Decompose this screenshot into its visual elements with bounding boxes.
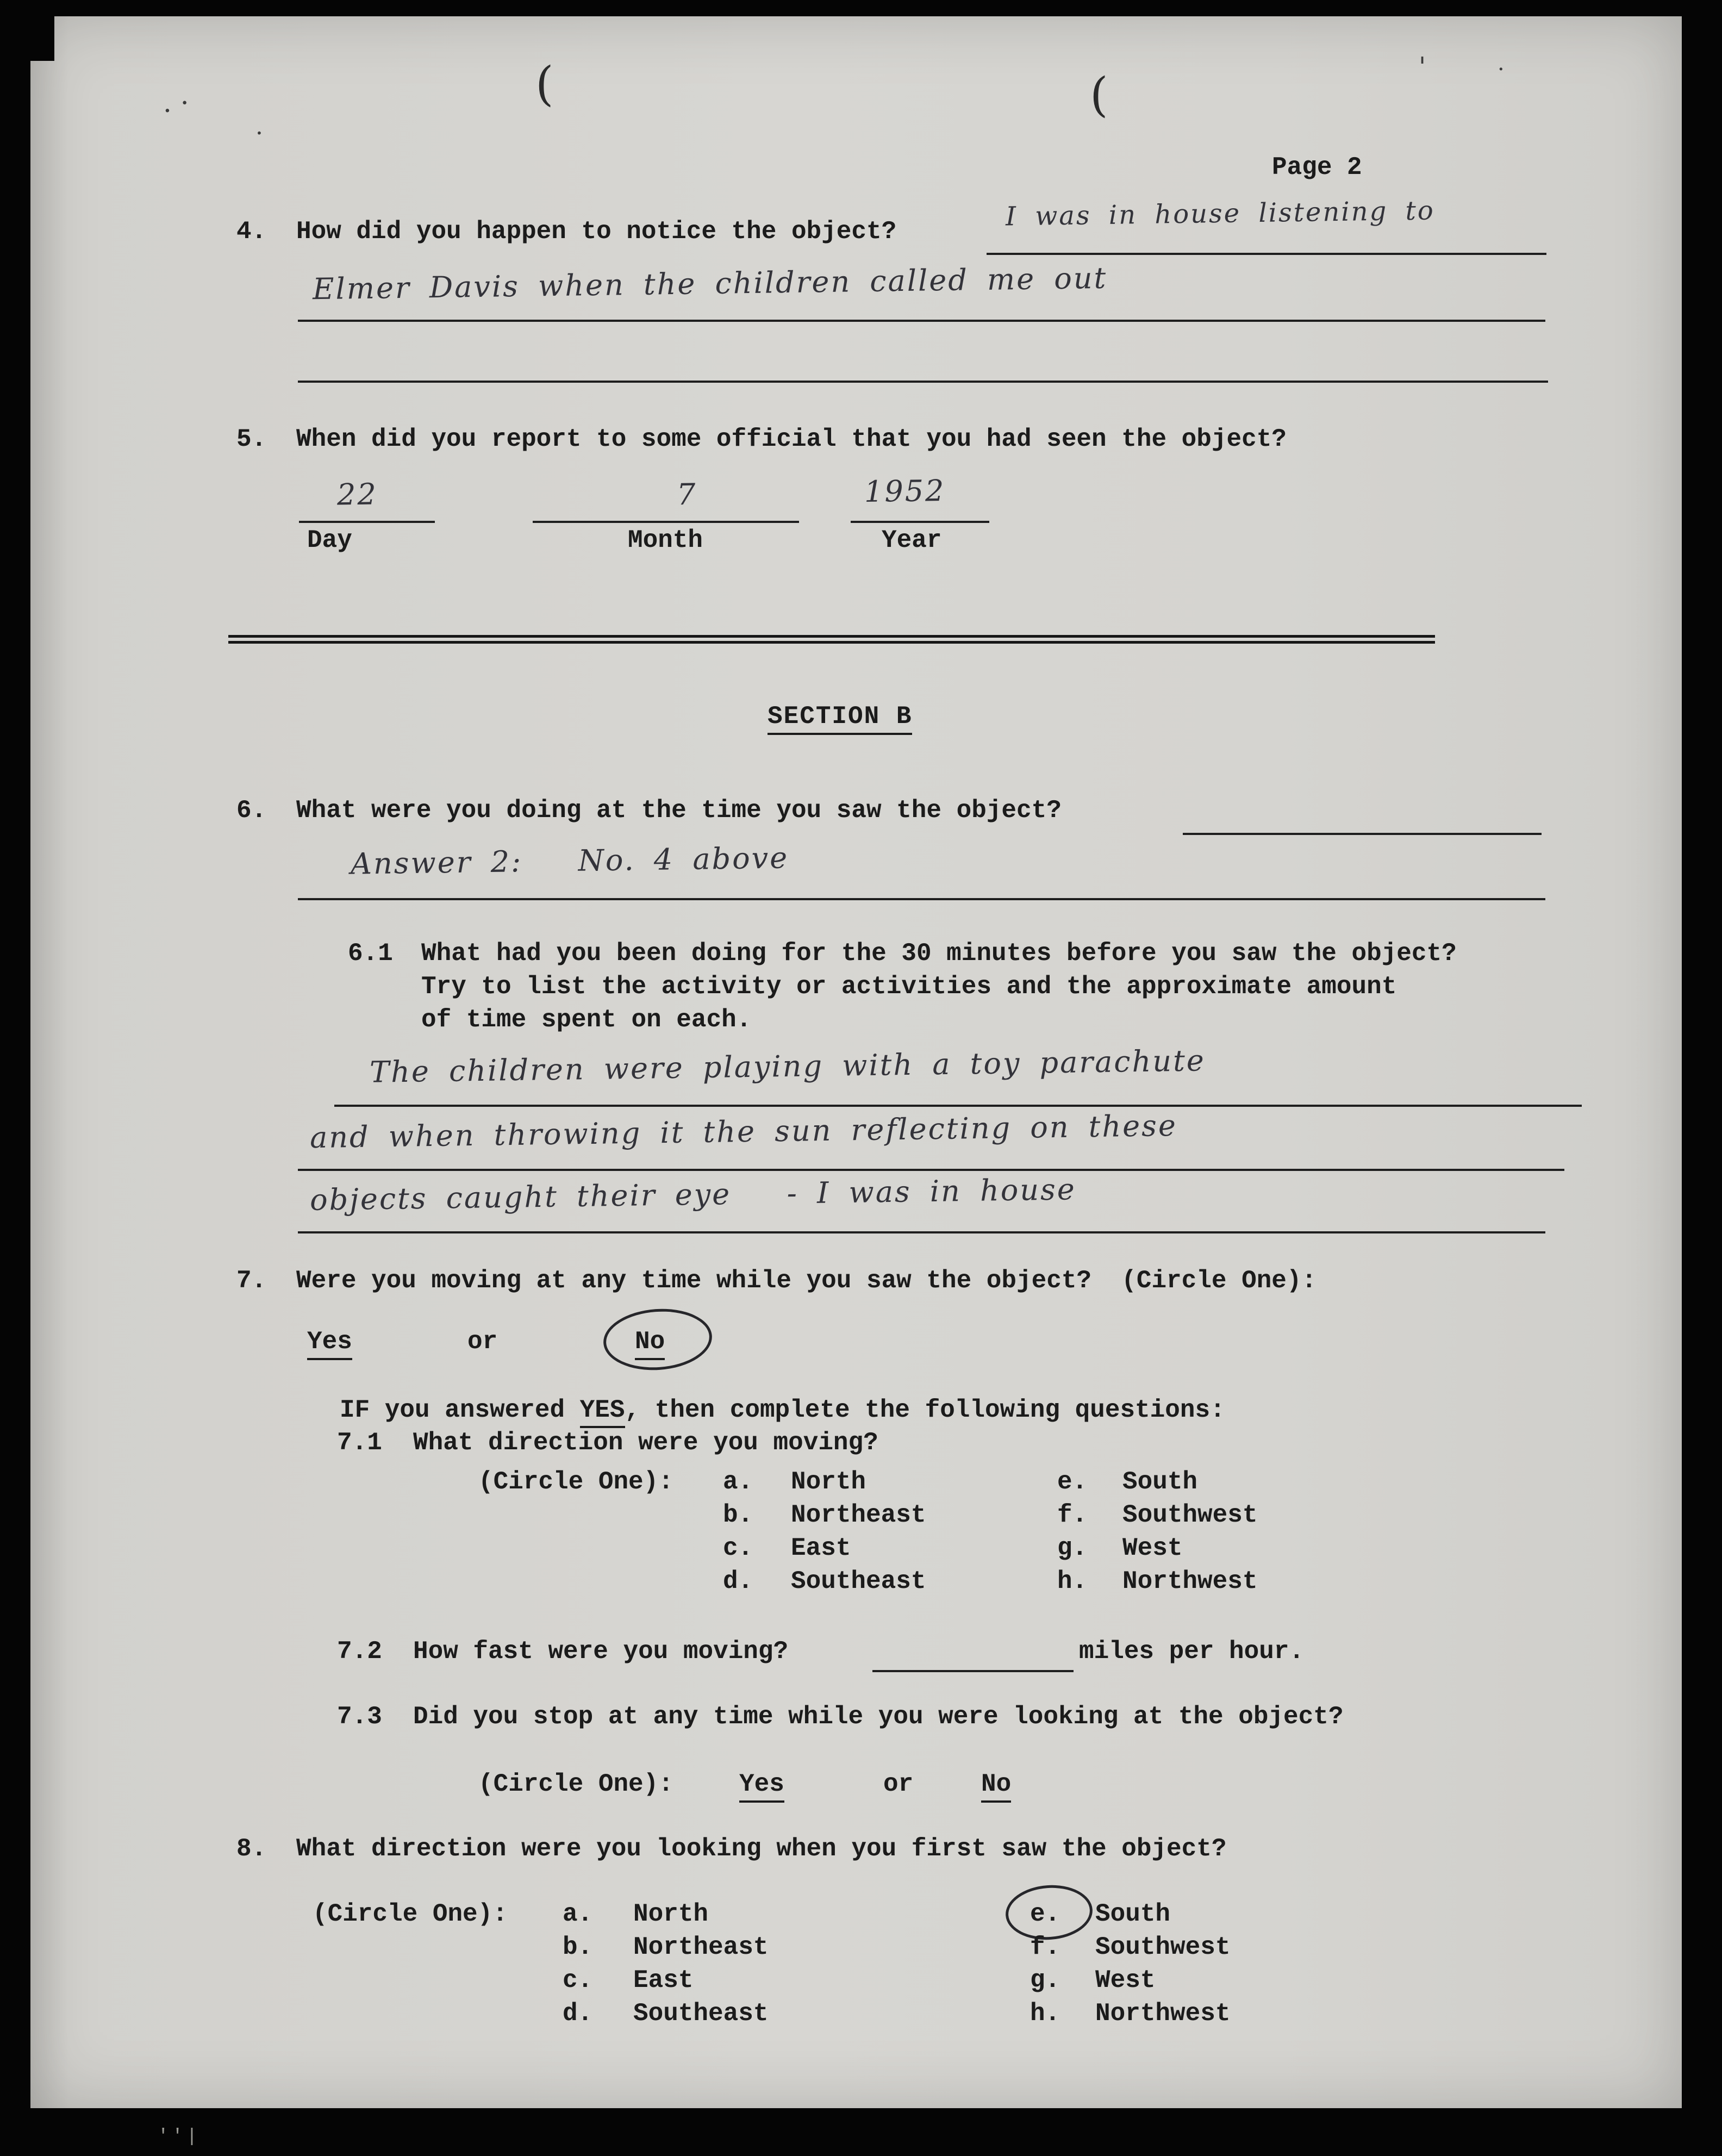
pen-mark-icon: ( [1090,68,1108,122]
question-7-2-suffix: miles per hour. [1079,1637,1305,1666]
answer-line [872,1670,1074,1672]
question-7-number: 7. [236,1267,267,1295]
answer-line [298,1231,1545,1233]
answer-line [298,898,1545,900]
option-label: South [1122,1468,1198,1496]
question-5-day-handwriting: 22 [336,477,378,512]
question-6-1-text-line1: What had you been doing for the 30 minutes before you saw the object? [421,939,1457,968]
question-7-3-or-label: or [883,1770,914,1798]
pen-mark-icon: ( [535,57,554,111]
circle-one-label: (Circle One): [478,1770,673,1798]
option-key: f. [1030,1933,1060,1961]
scan-speck: ' [1419,52,1426,82]
answer-line [298,381,1548,383]
question-7-option-no: No [635,1328,665,1360]
option-key: h. [1030,1999,1060,2028]
option-key: a. [723,1468,753,1496]
question-6-1-answer-handwriting-1: The children were playing with a toy parachute [369,1043,1206,1089]
if-prefix: IF you answered [340,1396,580,1424]
answer-line [987,253,1546,255]
question-5-year-handwriting: 1952 [864,473,946,509]
option-label: Northeast [633,1933,769,1961]
scan-border-right [1682,0,1722,2156]
question-6-1-answer-handwriting-3: objects caught their eye - I was in house [309,1172,1077,1217]
month-label: Month [628,526,703,554]
option-key: g. [1057,1534,1088,1562]
option-label: West [1095,1966,1156,1995]
option-label: Southwest [1095,1933,1231,1961]
answer-line [334,1105,1582,1107]
option-key: e. [1030,1900,1060,1928]
option-label: North [633,1900,709,1928]
if-yes-underlined: YES [580,1396,625,1428]
circle-one-label: (Circle One): [478,1468,673,1496]
scan-border-corner [0,0,54,61]
option-key: a. [563,1900,593,1928]
option-label: Northwest [1122,1567,1258,1596]
section-divider [228,635,1435,644]
question-6-1-number: 6.1 [348,939,393,968]
option-key: c. [723,1534,753,1562]
question-7-3-option-yes: Yes [739,1770,784,1803]
day-label: Day [307,526,352,554]
option-key: h. [1057,1567,1088,1596]
question-7-1-number: 7.1 [337,1429,382,1457]
question-4-answer-handwriting: I was in house listening to [1005,195,1436,232]
question-4-answer-handwriting: Elmer Davis when the children called me out [312,260,1108,307]
option-key: f. [1057,1501,1088,1529]
scan-border-left [0,0,30,2156]
answer-line [299,521,435,523]
scan-speck: . · [163,87,189,119]
option-label: South [1095,1900,1171,1928]
scan-border-top [0,0,1722,16]
answer-line [298,1169,1564,1171]
page-number: Page 2 [1272,153,1362,182]
question-5-month-handwriting: 7 [676,477,697,512]
question-7-3-text: Did you stop at any time while you were looking at the object? [413,1703,1344,1731]
question-7-3-number: 7.3 [337,1703,382,1731]
scan-border-bottom [0,2108,1722,2156]
answer-line [851,521,989,523]
question-6-answer-handwriting: Answer 2: No. 4 above [350,840,789,881]
option-label: Northeast [791,1501,926,1529]
question-7-or-label: or [467,1328,498,1356]
question-6-1-answer-handwriting-2: and when throwing it the sun reflecting on these [309,1108,1178,1155]
question-6-text: What were you doing at the time you saw the object? [296,796,1062,825]
answer-line [298,320,1545,322]
scan-speck: · [1498,57,1505,82]
option-label: Southeast [633,1999,769,2028]
question-4-text: How did you happen to notice the object? [296,217,897,246]
option-key: b. [723,1501,753,1529]
option-key: d. [563,1999,593,2028]
circle-one-label: (Circle One): [313,1900,508,1928]
scan-speck: · [255,120,263,147]
question-7-text: Were you moving at any time while you saw the object? (Circle One): [296,1267,1317,1295]
section-b-title: SECTION B [768,702,912,735]
option-label: West [1122,1534,1183,1562]
answer-line [1183,833,1542,835]
answer-line [533,521,799,523]
question-6-1-text-line3: of time spent on each. [421,1006,752,1034]
option-label: East [633,1966,694,1995]
question-8-text: What direction were you looking when you first saw the object? [296,1835,1227,1863]
question-6-1-text-line2: Try to list the activity or activities and the approximate amount [421,973,1397,1001]
question-7-2-text: How fast were you moving? [413,1637,789,1666]
question-8-number: 8. [236,1835,267,1863]
option-label: East [791,1534,851,1562]
option-key: c. [563,1966,593,1995]
if-suffix: , then complete the following questions: [625,1396,1225,1424]
option-key: b. [563,1933,593,1961]
question-7-option-yes: Yes [307,1328,352,1360]
year-label: Year [882,526,942,554]
option-label: Southeast [791,1567,926,1596]
question-4-number: 4. [236,217,267,246]
question-6-number: 6. [236,796,267,825]
option-label: Northwest [1095,1999,1231,2028]
option-key: e. [1057,1468,1088,1496]
question-7-2-number: 7.2 [337,1637,382,1666]
option-label: North [791,1468,866,1496]
option-label: Southwest [1122,1501,1258,1529]
question-5-number: 5. [236,425,267,453]
question-7-1-text: What direction were you moving? [413,1429,878,1457]
scan-speck: ''| [158,2127,201,2147]
question-7-if-instruction [340,1396,1225,1425]
option-key: g. [1030,1966,1060,1995]
option-key: d. [723,1567,753,1596]
question-5-text: When did you report to some official that you had seen the object? [296,425,1287,453]
question-7-3-option-no: No [981,1770,1011,1803]
